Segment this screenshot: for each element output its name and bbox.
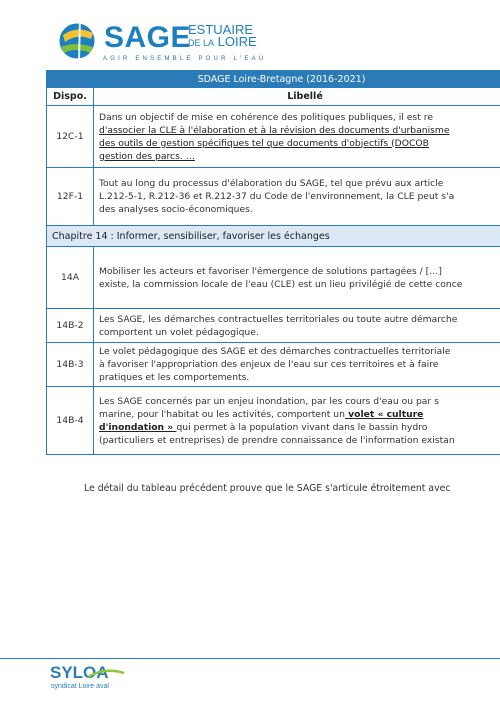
text-line: existe, la commission locale de l'eau (CLE) est un lieu privilégié de cette conce	[99, 278, 463, 290]
table-row	[47, 106, 500, 168]
row-text	[94, 309, 500, 343]
text-line: (particuliers et entreprises) de prendre connaissance de l'information existan	[99, 434, 455, 446]
text-line: Mobiliser les acteurs et favoriser l'émergence de solutions partagées / […]	[99, 265, 442, 277]
row-text	[94, 106, 500, 168]
logo-de-la: DE LA	[188, 38, 215, 48]
row-text	[94, 168, 500, 226]
logo-loire: LOIRE	[217, 34, 257, 49]
text-line: comportent un volet pédagogique.	[99, 326, 259, 338]
table-row	[47, 343, 500, 387]
text-line: gestion des parcs. …	[99, 150, 195, 162]
logo-estuaire-text	[188, 24, 257, 49]
text-line: des analyses socio-économiques.	[99, 204, 253, 215]
footer-divider	[0, 658, 500, 659]
logo-estuaire-word: ESTUAIRE	[188, 22, 254, 37]
row-code: 14A	[47, 247, 94, 309]
text-span: marine, pour l'habitat ou les activités, comportent un	[99, 408, 345, 420]
logo-tagline: AGIR ENSEMBLE POUR L'EAU	[103, 56, 267, 62]
row-text	[94, 387, 500, 455]
syloa-swoosh-icon	[86, 667, 126, 681]
text-span-underlined: d'inondation »	[99, 421, 177, 433]
table-row	[47, 309, 500, 343]
text-line: Les SAGE concernés par un enjeu inondation, par les cours d'eau ou par s	[99, 395, 439, 407]
col-header-dispo: Dispo.	[47, 88, 94, 106]
row-code: 14B-3	[47, 343, 94, 387]
text-span: qui permet à la population vivant dans le bassin hydro	[176, 421, 428, 433]
row-text	[94, 247, 500, 309]
sdage-table	[46, 70, 500, 455]
body-paragraph: Le détail du tableau précédent prouve que le SAGE s'articule étroitement avec	[84, 483, 451, 494]
text-line: Dans un objectif de mise en cohérence des politiques publiques, il est re	[99, 111, 433, 123]
text-line: Les SAGE, les démarches contractuelles territoriales ou toute autre démarche	[99, 313, 458, 325]
table-row	[47, 168, 500, 226]
table-title: SDAGE Loire-Bretagne (2016-2021)	[47, 71, 500, 88]
chapter-heading: Chapitre 14 : Informer, sensibiliser, favoriser les échanges	[47, 226, 500, 247]
table-row	[47, 247, 500, 309]
col-header-libelle: Libellé	[94, 88, 500, 106]
syloa-logo	[48, 665, 138, 695]
row-code: 12C-1	[47, 106, 94, 168]
sage-logo	[55, 15, 265, 67]
text-line: Le volet pédagogique des SAGE et des démarches contractuelles territoriale	[99, 346, 451, 357]
syloa-subtitle: syndicat Loire aval	[51, 683, 109, 690]
text-line: d'associer la CLE à l'élaboration et à la révision des documents d'urbanisme	[99, 124, 450, 136]
sage-emblem-icon	[55, 15, 101, 63]
text-line: pratiques et les comportements.	[99, 372, 250, 383]
row-text	[94, 343, 500, 387]
text-line	[99, 408, 500, 421]
logo-sage-text: SAGE	[104, 21, 192, 54]
table-row	[47, 387, 500, 455]
text-span-underlined: volet « culture	[344, 408, 424, 420]
text-line	[99, 421, 500, 434]
text-line: L.212-5-1, R.212-36 et R.212-37 du Code de l'environnement, la CLE peut s'a	[99, 191, 455, 202]
row-code: 12F-1	[47, 168, 94, 226]
chapter-row	[47, 226, 500, 247]
text-line: des outils de gestion spécifiques tel que documents d'objectifs (DOCOB	[99, 137, 429, 149]
row-code: 14B-2	[47, 309, 94, 343]
text-line: Tout au long du processus d'élaboration du SAGE, tel que prévu aux article	[99, 178, 444, 189]
syloa-logo-text: SYLOA	[50, 663, 109, 682]
text-line: à favoriser l'appropriation des enjeux de l'eau sur ces territoires et à faire	[99, 359, 439, 370]
row-code: 14B-4	[47, 387, 94, 455]
